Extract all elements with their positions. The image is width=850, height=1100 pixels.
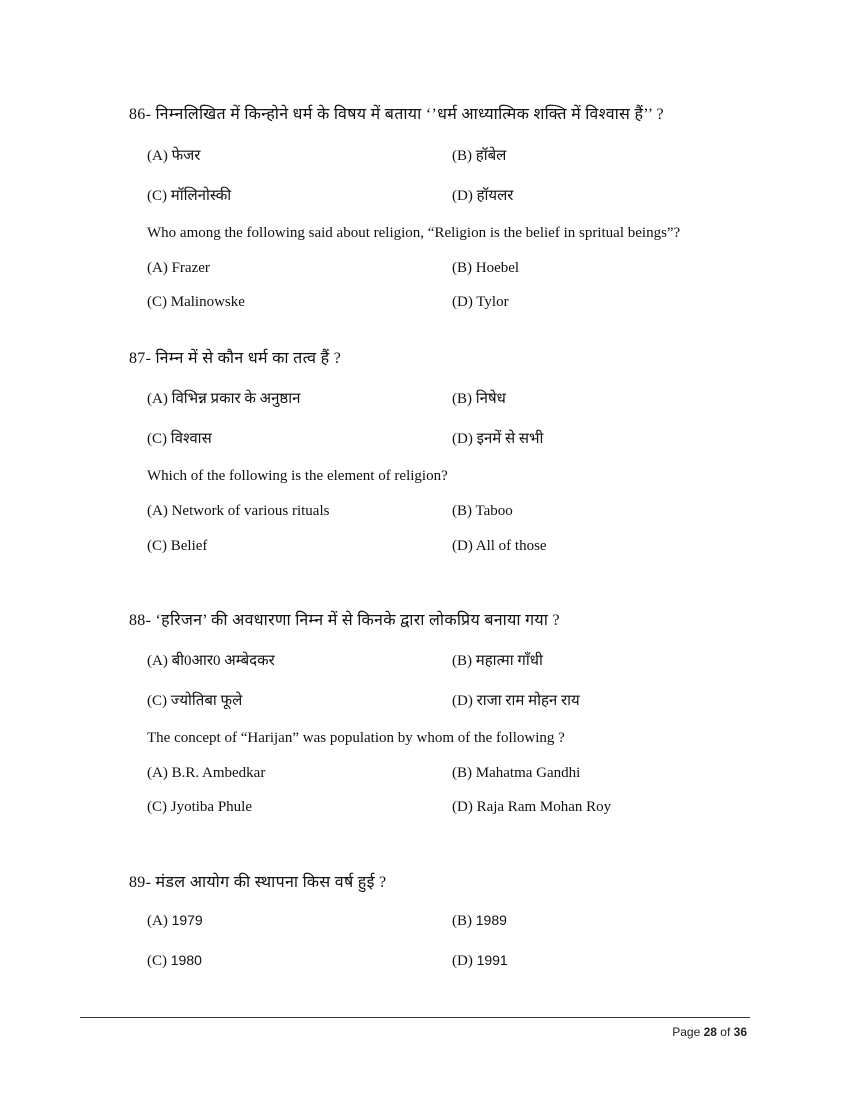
q86-english-option-b: (B) Hoebel [452,260,520,276]
q88-hindi-option-b: (B) महात्मा गॉंधी [452,653,543,669]
question-88-english: The concept of “Harijan” was population by whom of the following ? [147,730,565,746]
question-86-english: Who among the following said about religion, “Religion is the belief in spritual beings”? [147,225,681,241]
page-of: of [716,1025,734,1039]
question-86-hindi: 86- निम्नलिखित में किन्होने धर्म के विषय में बताया ‘’धर्म आध्यात्मिक शक्ति में विश्वास हैं’’ ? [129,106,664,123]
q89-option-b-value: 1989 [475,912,507,928]
q89-option-c [147,952,202,970]
q88-hindi-option-c: (C) ज्योतिबा फूले [147,693,243,709]
current-page: 28 [703,1025,717,1039]
q86-hindi-option-d: (D) हॉयलर [452,188,514,204]
q89-option-a-label: (A) [147,913,168,929]
q87-english-option-c: (C) Belief [147,538,208,554]
question-88-hindi: 88- ‘हरिजन’ की अवधारणा निम्न में से किनके द्वारा लोकप्रिय बनाया गया ? [129,612,560,629]
q89-option-d [452,952,508,970]
total-pages: 36 [733,1025,747,1039]
q87-english-option-b: (B) Taboo [452,503,513,519]
page-prefix: Page [672,1025,704,1039]
q86-english-option-c: (C) Malinowske [147,294,245,310]
q89-option-a [147,912,203,930]
q88-english-option-c: (C) Jyotiba Phule [147,799,252,815]
q87-hindi-option-c: (C) विश्वास [147,431,212,447]
q86-english-option-a: (A) Frazer [147,260,210,276]
q89-option-b-label: (B) [452,913,472,929]
q88-hindi-option-a: (A) बी0आर0 अम्बेदकर [147,653,275,669]
q89-option-c-value: 1980 [170,952,202,968]
question-89-hindi: 89- मंडल आयोग की स्थापना किस वर्ष हुई ? [129,874,387,891]
q88-hindi-option-d: (D) राजा राम मोहन राय [452,693,580,709]
footer-divider [80,1017,750,1018]
q88-english-option-a: (A) B.R. Ambedkar [147,765,266,781]
q89-option-a-value: 1979 [171,912,203,928]
q87-hindi-option-a: (A) विभिन्न प्रकार के अनुष्ठान [147,391,301,407]
q86-hindi-option-a: (A) फेजर [147,148,201,164]
q87-english-option-d: (D) All of those [452,538,547,554]
q86-hindi-option-b: (B) हॉबेल [452,148,507,164]
q89-option-c-label: (C) [147,953,167,969]
q89-option-d-label: (D) [452,953,473,969]
question-87-english: Which of the following is the element of religion? [147,468,448,484]
question-87-hindi: 87- निम्न में से कौन धर्म का तत्व हैं ? [129,350,342,367]
q87-english-option-a: (A) Network of various rituals [147,503,330,519]
q88-english-option-b: (B) Mahatma Gandhi [452,765,581,781]
q86-hindi-option-c: (C) मॉलिनोस्की [147,188,232,204]
q89-option-b [452,912,507,930]
q88-english-option-d: (D) Raja Ram Mohan Roy [452,799,612,815]
q87-hindi-option-d: (D) इनमें से सभी [452,431,544,447]
page-number [672,1025,747,1039]
q89-option-d-value: 1991 [476,952,508,968]
q87-hindi-option-b: (B) निषेध [452,391,506,407]
q86-english-option-d: (D) Tylor [452,294,509,310]
